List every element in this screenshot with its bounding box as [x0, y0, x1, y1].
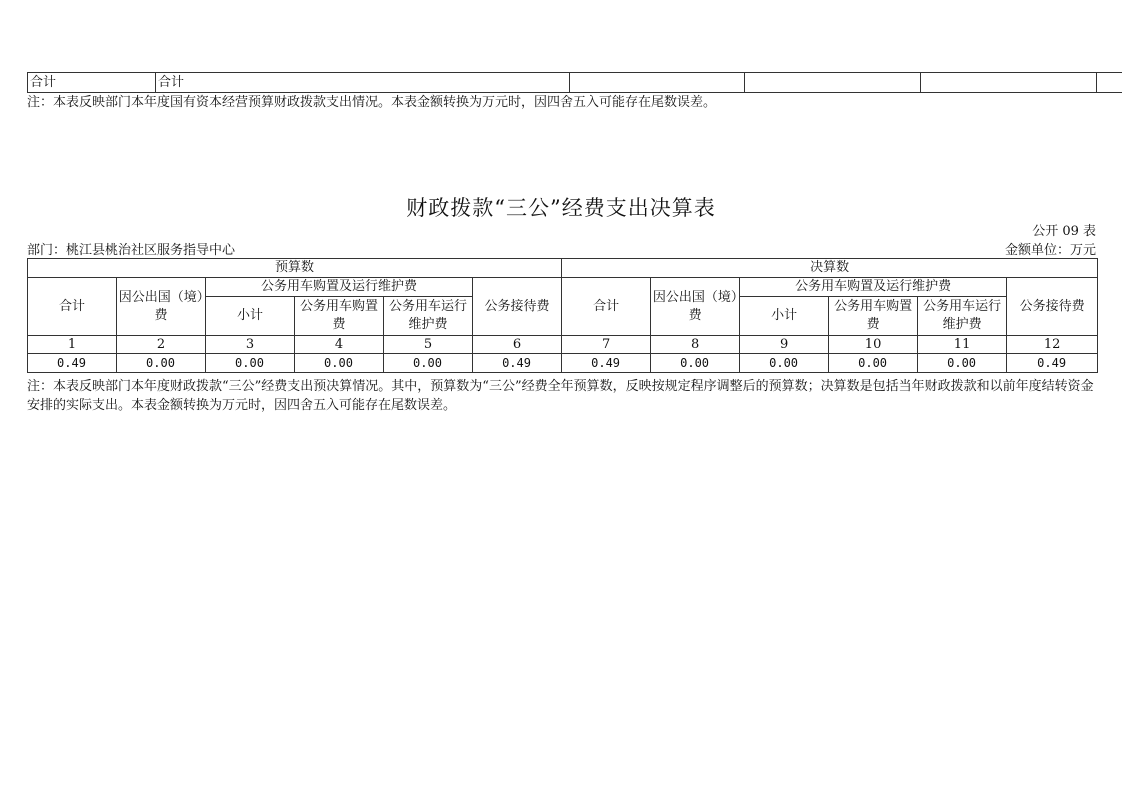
- total-label-cell: 合计: [28, 73, 156, 93]
- header-operation: 公务用车运行维护费: [918, 297, 1007, 336]
- total-label-cell: 合计: [156, 73, 570, 93]
- group-header-budget: 预算数: [28, 259, 562, 278]
- empty-cell: [570, 73, 745, 93]
- index-cell: 4: [295, 336, 384, 354]
- value-cell: 0.00: [384, 354, 473, 373]
- header-purchase: 公务用车购置费: [295, 297, 384, 336]
- index-cell: 11: [918, 336, 1007, 354]
- value-cell: 0.00: [740, 354, 829, 373]
- index-cell: 8: [651, 336, 740, 354]
- empty-cell: [921, 73, 1097, 93]
- header-subtotal: 小计: [740, 297, 829, 336]
- value-cell: 0.49: [473, 354, 562, 373]
- empty-cell: [1097, 73, 1122, 93]
- index-cell: 5: [384, 336, 473, 354]
- prior-table-total-row: [27, 72, 1122, 93]
- header-total: 合计: [28, 278, 117, 336]
- index-cell: 7: [562, 336, 651, 354]
- index-cell: 3: [206, 336, 295, 354]
- header-reception: 公务接待费: [1007, 278, 1098, 336]
- header-subtotal: 小计: [206, 297, 295, 336]
- value-cell: 0.49: [1007, 354, 1098, 373]
- index-cell: 9: [740, 336, 829, 354]
- value-cell: 0.00: [829, 354, 918, 373]
- header-abroad: 因公出国（境）费: [117, 278, 206, 336]
- index-cell: 2: [117, 336, 206, 354]
- table-row: [28, 278, 1098, 297]
- value-cell: 0.00: [117, 354, 206, 373]
- header-operation: 公务用车运行维护费: [384, 297, 473, 336]
- table-row-index: [28, 336, 1098, 354]
- value-cell: 0.00: [206, 354, 295, 373]
- empty-cell: [745, 73, 921, 93]
- header-vehicle: 公务用车购置及运行维护费: [206, 278, 473, 297]
- page-title: 财政拨款“三公”经费支出决算表: [406, 196, 716, 220]
- table-row-values: [28, 354, 1098, 373]
- index-cell: 6: [473, 336, 562, 354]
- value-cell: 0.49: [28, 354, 117, 373]
- value-cell: 0.00: [918, 354, 1007, 373]
- index-cell: 10: [829, 336, 918, 354]
- table-row: [28, 259, 1098, 278]
- header-vehicle: 公务用车购置及运行维护费: [740, 278, 1007, 297]
- value-cell: 0.00: [295, 354, 384, 373]
- header-purchase: 公务用车购置费: [829, 297, 918, 336]
- table-code: 公开 09 表: [1032, 224, 1096, 239]
- table-note: 注：本表反映部门本年度财政拨款“三公”经费支出预决算情况。其中，预算数为“三公”经费全年预算数，反映按规定程序调整后的预算数；决算数是包括当年财政拨款和以前年度结转资金安排的实际支出。本表金额转换为万元时，因四舍五入可能存在尾数误差。: [27, 379, 1094, 413]
- department-label: 部门：桃江县桃治社区服务指导中心: [27, 243, 236, 258]
- group-header-final: 决算数: [562, 259, 1098, 278]
- value-cell: 0.49: [562, 354, 651, 373]
- index-cell: 12: [1007, 336, 1098, 354]
- amount-unit-label: 金额单位：万元: [1004, 243, 1096, 258]
- header-reception: 公务接待费: [473, 278, 562, 336]
- value-cell: 0.00: [651, 354, 740, 373]
- table-row: [28, 73, 1122, 93]
- three-public-expenses-table: [27, 258, 1098, 373]
- index-cell: 1: [28, 336, 117, 354]
- header-total: 合计: [562, 278, 651, 336]
- prior-table-note: 注：本表反映部门本年度国有资本经营预算财政拨款支出情况。本表金额转换为万元时，因四舍五入可能存在尾数误差。: [27, 95, 717, 110]
- header-abroad: 因公出国（境）费: [651, 278, 740, 336]
